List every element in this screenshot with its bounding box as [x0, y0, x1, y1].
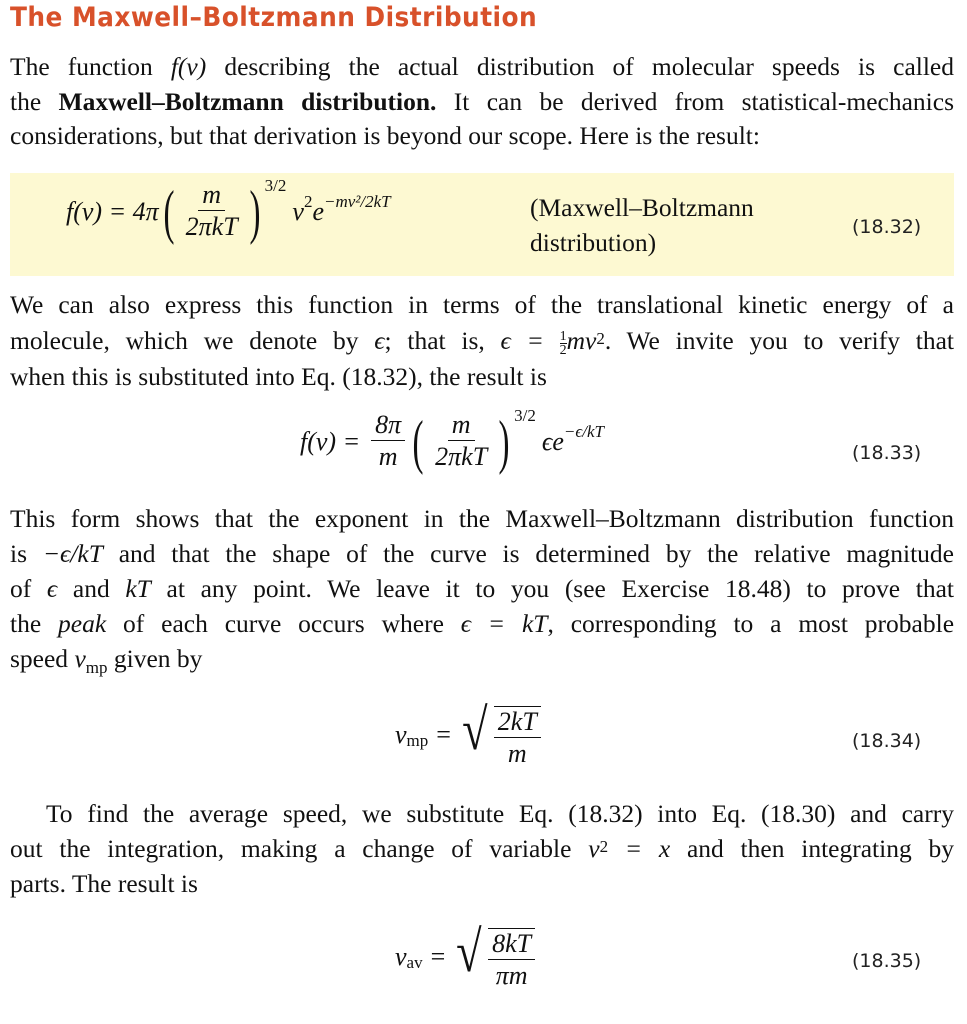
equation-number: (18.34) [852, 730, 922, 752]
paragraph-line: To find the average speed, we substitute Eq. (18.32) into Eq. (18.30) and carry [46, 799, 954, 828]
paragraph-line: the peak of each curve occurs where ϵ = kT, corresponding to a most probable [10, 609, 955, 638]
equation-18-33: f(v) = $\frac{8\pi}{m}$ ( $\frac{m}{\text{2πkT}}$ ) $^{3/2}$ ϵe $^{-\epsilon/kT}$ [300, 405, 604, 475]
paragraph-line: This form shows that the exponent in the Maxwell–Boltzmann distribution function [10, 504, 954, 533]
paragraph-line: parts. The result is [10, 869, 198, 898]
paragraph-line: We can also express this function in terms of the translational kinetic energy of a [10, 290, 954, 319]
paragraph-line: is −ϵ/kT and that the shape of the curve is determined by the relative magnitude [10, 539, 954, 568]
paragraph-line: speed $v_{mp}$ given by [10, 644, 203, 678]
paragraph-line: of ϵ and kT at any point. We leave it to you (see Exercise 18.48) to prove that [10, 574, 954, 603]
equation-18-35: v $_{av}$ = √ $\frac{8kT}{\pi m}$ [395, 922, 538, 992]
paragraph-line: The function f(v) describing the actual distribution of molecular speeds is called [10, 52, 954, 81]
section-title: The Maxwell–Boltzmann Distribution [10, 2, 538, 33]
equation-18-32: f(v) = 4π ( $\frac{m}{\text{2πkT}}$ ) $^{3/2}$ v $^2$ e $^{-mv^2/2kT}$ [66, 175, 391, 245]
equation-label: (Maxwell–Boltzmann distribution) [530, 193, 754, 257]
paragraph-line: considerations, but that derivation is beyond our scope. Here is the result: [10, 121, 760, 150]
paragraph-line: molecule, which we denote by ϵ; that is, ϵ = $\frac{1}{2}$ $mv^2$. We invite you to verify that [10, 326, 954, 358]
equation-number: (18.32) [852, 216, 922, 238]
paragraph-line: out the integration, making a change of variable $v^2 = x$ and then integrating by [10, 834, 954, 863]
equation-number: (18.33) [852, 442, 922, 464]
equation-number: (18.35) [852, 950, 922, 972]
paragraph-line: when this is substituted into Eq. (18.32), the result is [10, 362, 547, 391]
equation-18-34: v $_{mp}$ = √ $\frac{2kT}{m}$ [395, 700, 544, 770]
paragraph-line: the Maxwell–Boltzmann distribution. It can be derived from statistical-mechanics [10, 87, 955, 116]
